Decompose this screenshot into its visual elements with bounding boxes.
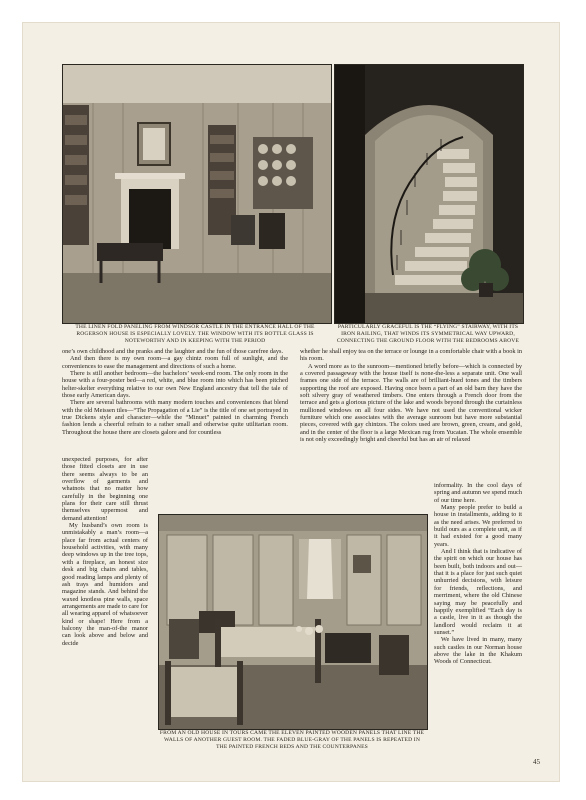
photo-stairway: [334, 64, 524, 324]
caption-entrance-hall: THE LINEN FOLD PANELING FROM WINDSOR CASTLE IN THE ENTRANCE HALL OF THE ROGERSON HOUSE IS ESPECIALLY LOVELY. THE WINDOW WITH ITS BOTTLE GLASS IS NOTEWORTHY AND IN KEEPING WITH THE PERIOD: [75, 324, 315, 344]
paragraph: unexpected purposes, for after those fitted closets are in use there seems always to be an overflow of garments and whatnots that no matter how carefully in the beginning one plans for their care still thrust themselves uppermost and demand attention!: [62, 456, 148, 522]
article-right-narrow: [434, 482, 522, 666]
photo-entrance-hall: [62, 64, 332, 324]
article-left-narrow: [62, 456, 148, 647]
paragraph: A word more as to the sunroom—mentioned briefly before—which is connected by a covered passageway with the house itself is none-the-less a separate unit. One wall frames one side of the terrace. The walls are of brilliant-hued tones and the timbers supporting the roof are exposed. Having once been a part of an old barn they have the soft silvery gray of weathered timbers. One enters through a French door from the terrace and gets a glorious picture of the lake and woods beyond through the curtainless mullioned windows on all four sides. We have not used the conventional wicker furniture which one associates with the average sunroom but have more substantial pieces, covered with gay chintzes. The colors used are brown, green, cream, and gold, and in the center of the floor is a large Mexican rug from Yucatan. The whole ensemble is not only exceedingly bright and cheerful but has an air of relaxed: [300, 362, 522, 444]
paragraph: We have lived in many, many such castles in our Norman house above the lake in the Khakum Woods of Connecticut.: [434, 636, 522, 666]
guest-room-image: [159, 515, 427, 729]
caption-stairway: PARTICULARLY GRACEFUL IS THE “FLYING” STAIRWAY, WITH ITS IRON RAILING, THAT WINDS ITS SYMMETRICAL WAY UPWARD, CONNECTING THE GROUND FLOOR WITH THE BEDROOMS ABOVE: [336, 324, 520, 344]
photo-guest-room: [158, 514, 428, 730]
article-left-column: [62, 348, 288, 436]
magazine-page: [22, 22, 560, 782]
paragraph: Many people prefer to build a house in installments, adding to it as the need arises. We preferred to build ours as a complete unit, as if it had existed for a good many years.: [434, 504, 522, 548]
page-number: 45: [533, 758, 540, 766]
caption-guest-room: FROM AN OLD HOUSE IN TOURS CAME THE ELEVEN PAINTED WOODEN PANELS THAT LINE THE WALLS OF ANOTHER GUEST ROOM. THE FADED BLUE-GRAY OF THE PANELS IS REPEATED IN THE PAINTED FRENCH BEDS AND THE COUNTERPANES: [159, 730, 425, 750]
paragraph: informality. In the cool days of spring and autumn we spend much of our time here.: [434, 482, 522, 504]
paragraph: whether he shall enjoy tea on the terrace or lounge in a comfortable chair with a book in his room.: [300, 348, 522, 363]
paragraph: one’s own childhood and the pranks and the laughter and the fun of those carefree days.: [62, 348, 284, 355]
paragraph: And I think that is indicative of the spirit on which our house has been built, both indoors and out—that it is a place for just such quiet unhurried decisions, with leisure for friends, reflections, and merriment, where the old Chinese saying may be peacefully and happily exemplified “Each day is a castle, live in it as though the landlord would reclaim it at sunset.”: [434, 548, 522, 636]
paragraph: There is still another bedroom—the bachelors’ week-end room. The only room in the house with a four-poster bed—a red, white, and blue room into which has been pitched helter-skelter everything relative to our own New England ancestry that tell the tale of those early American days.: [62, 370, 288, 400]
article-right-column: [300, 348, 522, 443]
stairway-image: [335, 65, 523, 323]
paragraph: There are several bathrooms with many modern touches and conveniences that blend with the old Meissen tiles—“The Propagation of a Lie” is the title of one set portrayed in true Dickens style and character—while the “Minuet” painted in charming French fashion lends a cheerful refrain to a rather small and otherwise quite utilitarian room. Throughout the house there are closets galore and for countless: [62, 399, 288, 436]
entrance-hall-image: [63, 65, 331, 323]
paragraph: And then there is my own room—a gay chintz room full of sunlight, and the conveniences to ease the management and directions of such a home.: [62, 355, 288, 370]
paragraph: My husband’s own room is unmistakably a man’s room—a place far from actual centers of household activities, with many deep windows up in the tree tops, with a fireplace, an honest size desk and big chairs and tables, good reading lamps and plenty of ash trays and humidors and magazine stands. And behind the waxed knotless pine walls, space arrangements are made to care for all wearing apparel of whatsoever kind or shape! Here from a balcony the man-of-the manor can look above and below and decide: [62, 522, 148, 647]
